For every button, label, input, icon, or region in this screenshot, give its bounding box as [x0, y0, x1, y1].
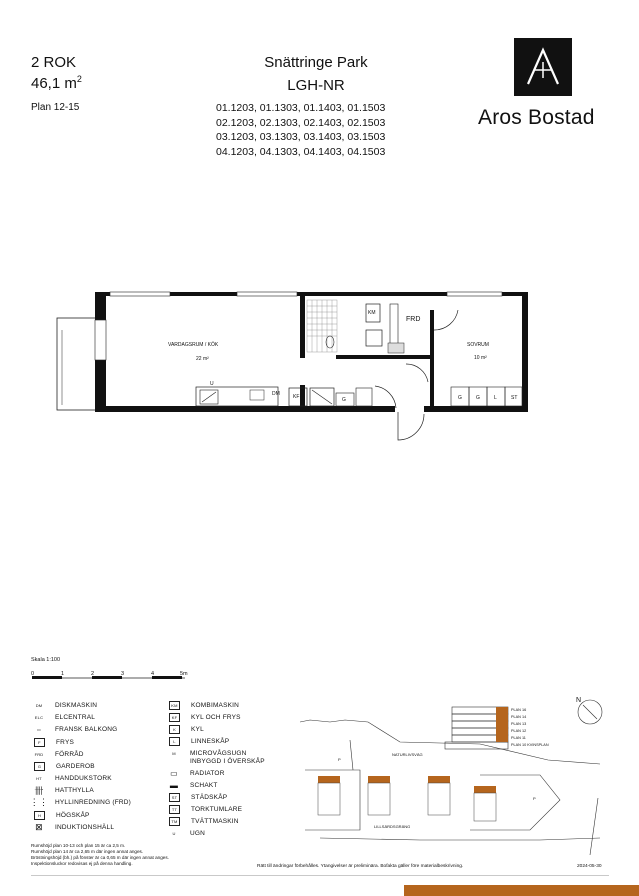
room-area-living-kitchen: 22 m²	[196, 356, 209, 362]
scale-title: Skala 1:100	[31, 657, 61, 663]
disclaimer: Rätt till ändringar förbehålles. Ytangivelser är preliminära. Bofakta gäller före materialbeskrivning.	[257, 864, 464, 869]
combo-machine-label: KM	[368, 310, 376, 316]
legend-item: HT HANDDUKSTORK	[36, 775, 112, 782]
level-label: PLAN 10 KVINSPLAN	[511, 743, 549, 747]
scale-tick: 2	[91, 671, 95, 677]
legend-item: TM TVÄTTMASKIN	[166, 816, 239, 827]
legend-right	[166, 700, 296, 840]
legend-item: ⋮⋮ HYLLINREDNING (FRD)	[29, 797, 132, 807]
cleaning-cabinet-label: ST	[511, 395, 518, 401]
french-balcony	[57, 318, 97, 410]
legend-item: ▭ RADIATOR	[166, 768, 225, 779]
storage-shelving-icon: ⋮⋮	[29, 797, 49, 807]
level-label: PLAN 13	[511, 722, 527, 726]
footer-divider	[31, 875, 609, 876]
level-label: PLAN 11	[511, 736, 526, 740]
unit-row: 03.1203, 03.1303, 03.1403, 03.1503	[216, 131, 386, 143]
toilet	[326, 336, 334, 348]
apartment-number-label: LGH-NR	[287, 77, 345, 94]
scale-bar	[32, 676, 185, 679]
legend-item: 卌 HATTHYLLA	[31, 785, 94, 796]
project-name: Snättringe Park	[264, 54, 368, 71]
note-line: Rumshöjd plan 14 är ca 2,65 m där ingen annat anges.	[31, 849, 144, 854]
brand-name: Aros Bostad	[478, 106, 595, 129]
street-name: LILLSÄRDSGRÄNG	[374, 824, 411, 829]
doors	[375, 310, 458, 440]
rooms-title: 2 ROK	[31, 54, 77, 71]
document-date: 2024-05-30	[577, 864, 602, 869]
legend-item: U UGN	[172, 830, 206, 837]
legend-item: KM KOMBIMASKIN	[166, 700, 239, 711]
legend-item: ▬ SCHAKT	[166, 780, 218, 791]
legend-item: K KYL	[166, 724, 204, 735]
wardrobe-label: G	[342, 397, 346, 403]
legend-item: ST STÄDSKÅP	[166, 792, 227, 803]
note-line: Inspektionsluckor redovisas ej på denna handling.	[31, 861, 133, 866]
wardrobe-label: G	[476, 395, 480, 401]
legend-item: TT TORKTUMLARE	[166, 804, 242, 815]
room-label-living-kitchen: VARDAGSRUM / KÖK	[168, 342, 219, 348]
shaft-icon: ▬	[169, 781, 179, 790]
sink	[366, 330, 382, 346]
key-plan	[300, 700, 602, 855]
legend-item: FRD FÖRRÅD	[34, 751, 84, 758]
induction-hob-icon: ⊠	[35, 822, 43, 832]
area-value: 46,1 $m^2$	[31, 74, 82, 92]
wardrobe-label: G	[458, 395, 462, 401]
hat-shelf-icon: 卌	[34, 786, 44, 796]
radiator-icon: ▭	[170, 769, 178, 778]
scale-tick: 4	[151, 671, 155, 677]
french-balcony-icon: ▭	[37, 727, 41, 732]
unit-row: 02.1203, 02.1303, 02.1403, 02.1503	[216, 116, 386, 129]
plan-range: Plan 12-15	[31, 102, 80, 113]
legend-item: KF KYL OCH FRYS	[166, 712, 241, 723]
legend-item: INBYGGD I ÖVERSKÅP	[190, 758, 265, 765]
brand-accent-bar	[404, 885, 639, 896]
dishwasher-label: DM	[272, 391, 280, 397]
compass-north: N	[576, 697, 582, 704]
legend-item: F FRYS	[31, 737, 74, 748]
legend-item: DM DISKMASKIN	[35, 702, 98, 709]
linen-cabinet-label: L	[494, 395, 497, 401]
fridge-freezer-label: KF	[293, 394, 300, 400]
note-line: Rumshöjd plan 10-13 och plan 15 är ca 2,5 m.	[31, 843, 126, 848]
note-line: Bröstningshöjd (bh.) på fönster är ca 0,65 m där ingen annat anges.	[31, 855, 169, 860]
legend-item: G GARDEROB	[31, 761, 95, 772]
legend-item: L LINNESKÅP	[166, 736, 229, 747]
scale-tick: 1	[61, 671, 65, 677]
room-label-bedroom: SOVRUM	[467, 342, 489, 348]
level-label: PLAN 16	[511, 708, 527, 712]
bathroom-floor	[307, 300, 337, 352]
oven-label: U	[210, 381, 214, 387]
scale-tick: 3	[121, 671, 125, 677]
room-area-bedroom: 10 m²	[474, 355, 487, 361]
notes	[31, 843, 169, 867]
level-label: PLAN 12	[511, 729, 527, 733]
level-list	[511, 707, 549, 749]
level-label: PLAN 14	[511, 715, 527, 719]
parking-label: P	[533, 796, 536, 801]
storage-label: FRD	[406, 316, 421, 323]
legend-item: ⊠ INDUKTIONSHÄLL	[31, 822, 114, 833]
legend-item: ▭ FRANSK BALKONG	[31, 724, 117, 735]
legend-item: H HÖGSKÅP	[31, 810, 90, 821]
scale-tick: 0	[31, 671, 35, 677]
legend-item: M MICROVÅGSUGN	[172, 750, 247, 757]
street-name: NATURLIVSVÄG	[392, 752, 423, 757]
unit-row: 01.1203, 01.1303, 01.1403, 01.1503	[216, 102, 386, 114]
parking-label: P	[338, 757, 341, 762]
unit-row: 04.1203, 04.1303, 04.1403, 04.1503	[216, 145, 386, 158]
windows	[95, 292, 502, 360]
legend-item: ELC ELCENTRAL	[34, 714, 96, 721]
scale-tick: 5m	[180, 671, 188, 677]
